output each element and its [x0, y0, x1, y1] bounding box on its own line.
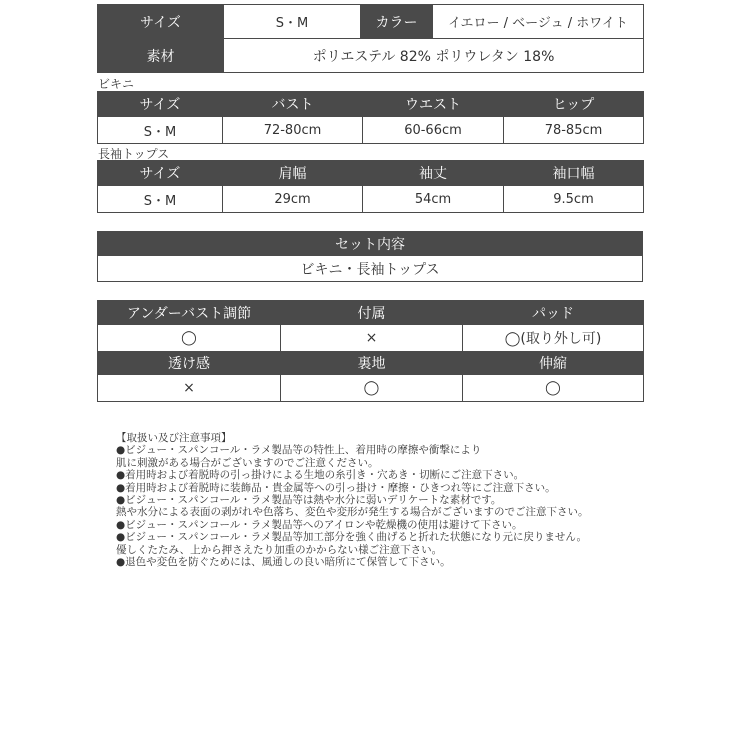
notes-line: ●退色や変色を防ぐためには、風通しの良い暗所にて保管して下さい。	[116, 556, 451, 569]
feature-value: ◯(取り外し可)	[463, 325, 644, 352]
tops-value: 29cm	[223, 186, 363, 213]
feature-value: ×	[98, 375, 281, 402]
bikini-value: S・M	[98, 117, 223, 144]
tops-value: S・M	[98, 186, 223, 213]
tops-header: 肩幅	[223, 161, 363, 186]
tops-size-table	[97, 160, 644, 213]
tops-value: 9.5cm	[504, 186, 644, 213]
feature-header: 付属	[281, 301, 463, 325]
feature-header: パッド	[463, 301, 644, 325]
feature-value: ×	[281, 325, 463, 352]
care-notes	[116, 432, 589, 568]
feature-value: ◯	[463, 375, 644, 402]
feature-value: ◯	[98, 325, 281, 352]
feature-header: 伸縮	[463, 352, 644, 375]
notes-line: ●着用時および着脱時に装飾品・貴金属等への引っ掛け・摩擦・ひきつれ等にご注意下さい。	[116, 481, 556, 494]
set-contents-header: セット内容	[98, 232, 643, 256]
bikini-header: バスト	[223, 92, 363, 117]
feature-header: 透け感	[98, 352, 281, 375]
feature-value: ◯	[281, 375, 463, 402]
notes-line: ●ビジュー・スパンコール・ラメ製品等へのアイロンや乾燥機の使用は避けて下さい。	[116, 518, 523, 531]
notes-line: 優しくたたみ、上から押さえたり加重のかからない様ご注意下さい。	[116, 543, 443, 556]
notes-line: ●ビジュー・スパンコール・ラメ製品等は熱や水分に弱いデリケートな素材です。	[116, 494, 502, 507]
notes-line: 熱や水分による表面の剥がれや色落ち、変色や変形が発生する場合がございますのでご注意下さい。	[116, 506, 589, 519]
feature-header: アンダーバスト調節	[98, 301, 281, 325]
tops-header: 袖口幅	[504, 161, 644, 186]
set-contents-value: ビキニ・長袖トップス	[98, 256, 643, 282]
material-value: ポリエステル 82% ポリウレタン 18%	[224, 39, 644, 73]
notes-line: ●ビジュー・スパンコール・ラメ製品等加工部分を強く曲げると折れた状態になり元に戻りません。	[116, 531, 588, 544]
bikini-header: ヒップ	[504, 92, 644, 117]
bikini-size-table	[97, 91, 644, 144]
notes-heading: 【取扱い及び注意事項】	[116, 432, 232, 444]
bikini-header: ウエスト	[363, 92, 504, 117]
features-table	[97, 300, 644, 402]
tops-header: サイズ	[98, 161, 223, 186]
bikini-caption: ビキニ	[98, 77, 135, 91]
size-label: サイズ	[98, 5, 224, 39]
tops-header: 袖丈	[363, 161, 504, 186]
size-value: S・M	[224, 5, 361, 39]
tops-value: 54cm	[363, 186, 504, 213]
bikini-value: 60-66cm	[363, 117, 504, 144]
bikini-value: 72-80cm	[223, 117, 363, 144]
spec-table	[97, 4, 644, 73]
bikini-header: サイズ	[98, 92, 223, 117]
set-contents-table	[97, 231, 643, 282]
material-label: 素材	[98, 39, 224, 73]
feature-header: 裏地	[281, 352, 463, 375]
color-label: カラー	[361, 5, 433, 39]
color-value: イエロー / ベージュ / ホワイト	[433, 5, 644, 39]
notes-line: 肌に刺激がある場合がございますのでご注意ください。	[116, 456, 379, 469]
notes-line: ●着用時および着脱時の引っ掛けによる生地の糸引き・穴あき・切断にご注意下さい。	[116, 469, 525, 482]
bikini-value: 78-85cm	[504, 117, 644, 144]
notes-line: ●ビジュー・スパンコール・ラメ製品等の特性上、着用時の摩擦や衝撃により	[116, 444, 482, 457]
tops-caption: 長袖トップス	[98, 147, 170, 161]
